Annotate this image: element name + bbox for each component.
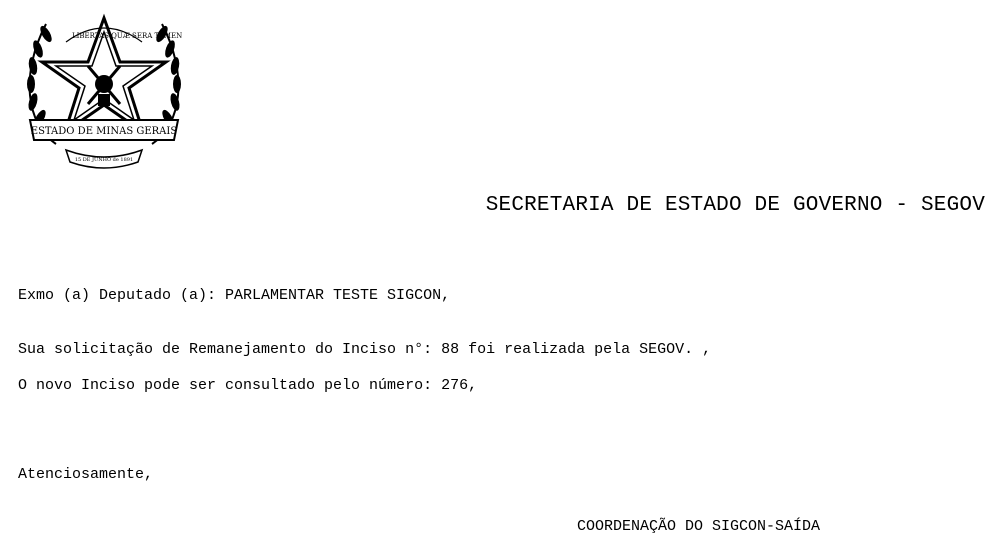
body-line-new-inciso: O novo Inciso pode ser consultado pelo número: 276, [18, 377, 478, 394]
closing-line: Atenciosamente, [18, 466, 154, 483]
page-title: SECRETARIA DE ESTADO DE GOVERNO - SEGOV [485, 194, 985, 217]
seal-banner-text: ESTADO DE MINAS GERAIS [30, 126, 178, 137]
seal-date: 15 DE JUNHO de 1891 [74, 157, 134, 163]
greeting-line: Exmo (a) Deputado (a): PARLAMENTAR TESTE SIGCON, [18, 287, 451, 304]
body-line-request: Sua solicitação de Remanejamento do Inciso n°: 88 foi realizada pela SEGOV. , [18, 341, 712, 358]
state-seal-logo [16, 4, 192, 174]
coat-of-arms-icon [16, 4, 192, 174]
seal-motto: LIBERTAS QUÆ SERA TAMEN [72, 32, 183, 40]
signature-line: COORDENAÇÃO DO SIGCON-SAÍDA [577, 518, 821, 535]
